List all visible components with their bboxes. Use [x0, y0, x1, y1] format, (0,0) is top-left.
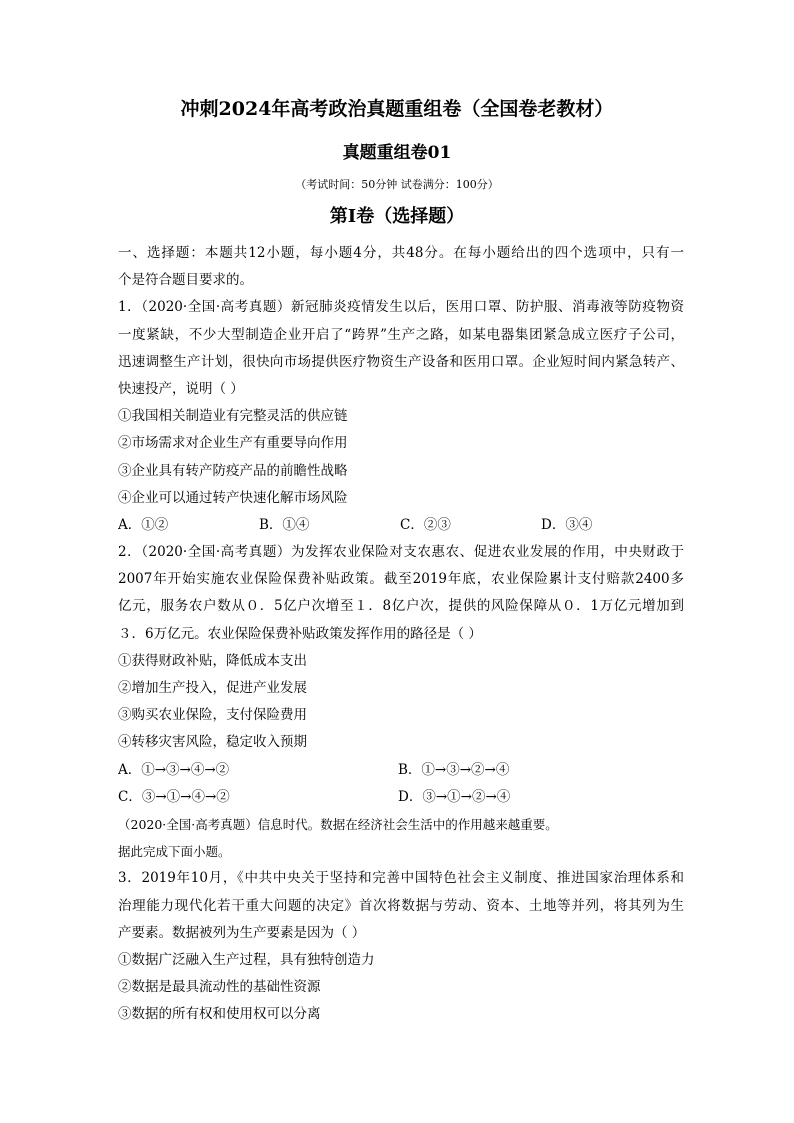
q3-item: ②数据是最具流动性的基础性资源	[118, 979, 321, 996]
q1-option-b: B．①④	[259, 516, 310, 533]
material-intro: （2020·全国·高考真题）信息时代。数据在经济社会生活中的作用越来越重要。	[118, 816, 558, 832]
q1-stem-line: 一度紧缺，不少大型制造企业开启了“跨界”生产之路，如某电器集团紧急成立医疗子公司，	[118, 326, 684, 343]
q1-item: ②市场需求对企业生产有重要导向作用	[118, 435, 348, 452]
q3-stem-line: 3．2019年10月，《中共中央关于坚持和完善中国特色社会主义制度、推进国家治理体系和	[118, 870, 684, 887]
q1-stem-line: 1．（2020·全国·高考真题）新冠肺炎疫情发生以后，医用口罩、防护服、消毒液等防疫物资	[118, 299, 684, 316]
q1-option-d: D．③④	[541, 516, 593, 533]
q2-option-b: B．①→③→②→④	[398, 761, 510, 778]
q3-item: ①数据广泛融入生产过程，具有独特创造力	[118, 951, 375, 968]
material-instruction: 据此完成下面小题。	[118, 844, 231, 860]
q1-option-c: C．②③	[400, 516, 451, 533]
instructions-line: 一、选择题：本题共12小题，每小题4分，共48分。在每小题给出的四个选项中，只有一	[118, 245, 684, 261]
q2-stem-line: 2007年开始实施农业保险保费补贴政策。截至2019年底，农业保险累计支付赔款2400多	[118, 571, 684, 588]
q2-options-row-2	[118, 784, 684, 811]
q2-stem-line: ３．6万亿元。农业保险保费补贴政策发挥作用的路径是（ ）	[118, 625, 482, 642]
q1-option-a: A．①②	[118, 516, 169, 533]
q1-item: ④企业可以通过转产快速化解市场风险	[118, 489, 348, 506]
q2-stem-line: 亿元，服务农户数从０．5亿户次增至１．8亿户次，提供的风险保障从０．1万亿元增加到	[118, 598, 684, 615]
q1-options	[118, 512, 684, 539]
q2-stem-line: 2．（2020·全国·高考真题）为发挥农业保险对支农惠农、促进农业发展的作用，中央财政于	[118, 544, 684, 561]
document-body	[118, 240, 684, 1028]
q2-option-a: A．①→③→④→②	[118, 761, 230, 778]
q1-item: ①我国相关制造业有完整灵活的供应链	[118, 408, 348, 425]
q2-item: ③购买农业保险，支付保险费用	[118, 707, 307, 724]
document-title: 冲刺2024年高考政治真题重组卷（全国卷老教材）	[180, 98, 614, 120]
q2-item: ④转移灾害风险，稳定收入预期	[118, 734, 307, 751]
section-title: 第I卷（选择题）	[329, 206, 465, 227]
q2-option-d: D．③→①→②→④	[398, 788, 511, 805]
q1-item: ③企业具有转产防疫产品的前瞻性战略	[118, 462, 348, 479]
exam-info: （考试时间：50分钟 试卷满分：100分）	[295, 178, 499, 191]
q1-stem-line: 迅速调整生产计划，很快向市场提供医疗物资生产设备和医用口罩。企业短时间内紧急转产、	[118, 353, 684, 370]
q1-stem-line: 快速投产，说明（ ）	[118, 380, 244, 397]
q2-options-row-1	[118, 757, 684, 784]
document-subtitle: 真题重组卷01	[342, 143, 452, 163]
q3-stem-line: 治理能力现代化若干重大问题的决定》首次将数据与劳动、资本、土地等并列，将其列为生	[118, 897, 684, 914]
q2-option-c: C．③→①→④→②	[118, 788, 230, 805]
q2-item: ①获得财政补贴，降低成本支出	[118, 652, 307, 669]
instructions-line: 个是符合题目要求的。	[118, 272, 253, 289]
q2-item: ②增加生产投入，促进产业发展	[118, 680, 307, 696]
q3-item: ③数据的所有权和使用权可以分离	[118, 1006, 321, 1023]
q3-stem-line: 产要素。数据被列为生产要素是因为（ ）	[118, 924, 366, 941]
